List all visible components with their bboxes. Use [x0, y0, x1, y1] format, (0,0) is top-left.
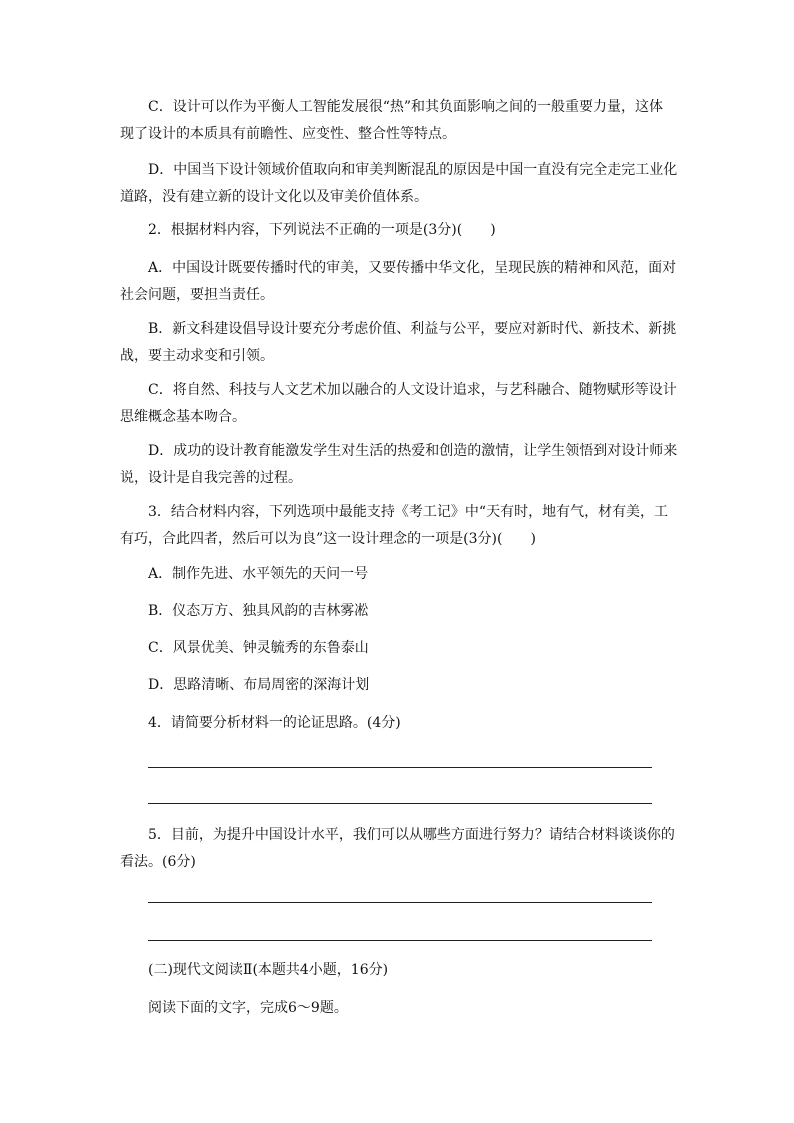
q1-option-c	[120, 94, 678, 148]
text-line: 有巧，合此四者，然后可以为良”这一设计理念的一项是(3分)( )	[120, 531, 536, 547]
text-line: 5．目前，为提升中国设计水平，我们可以从哪些方面进行努力？请结合材料谈谈你的	[148, 827, 675, 843]
q2-stem: 2．根据材料内容，下列说法不正确的一项是(3分)( )	[148, 222, 496, 238]
text-line: D．中国当下设计领域价值取向和审美判断混乱的原因是中国一直没有完全走完工业化	[148, 162, 678, 178]
text-line: 3．结合材料内容，下列选项中最能支持《考工记》中“天有时，地有气，材有美，工	[148, 504, 669, 520]
q3-option-d: D．思路清晰、布局周密的深海计划	[148, 677, 370, 693]
text-line: C．将自然、科技与人文艺术加以融合的人文设计追求，与艺科融合、随物赋形等设计	[148, 382, 677, 398]
text-line: D．成功的设计教育能激发学生对生活的热爱和创造的激情，让学生领悟到对设计师来	[148, 443, 678, 459]
text-line: 社会问题，要担当责任。	[120, 287, 274, 303]
text-line: 说，设计是自我完善的过程。	[120, 470, 302, 486]
q2-option-a	[120, 255, 678, 309]
q5-answer-line-2[interactable]	[148, 940, 652, 941]
section-instruction: 阅读下面的文字，完成6～9题。	[148, 1000, 348, 1016]
q2-option-d	[120, 438, 678, 492]
q4-answer-line-2[interactable]	[148, 803, 652, 804]
q4-answer-line-1[interactable]	[148, 767, 652, 768]
q5-answer-line-1[interactable]	[148, 902, 652, 903]
q3-stem	[120, 499, 678, 553]
q1-option-d	[120, 157, 678, 211]
text-line: B．新文科建设倡导设计要充分考虑价值、利益与公平，要应对新时代、新技术、新挑	[148, 321, 677, 337]
q3-option-b: B．仪态万方、独具风韵的吉林雾凇	[148, 603, 369, 619]
q5-stem	[120, 822, 678, 876]
text-line: 看法。(6分)	[120, 854, 196, 870]
text-line: 道路，没有建立新的设计文化以及审美价值体系。	[120, 189, 428, 205]
q2-option-c	[120, 377, 678, 431]
text-line: 思维概念基本吻合。	[120, 409, 246, 425]
q3-option-c: C．风景优美、钟灵毓秀的东鲁泰山	[148, 640, 369, 656]
text-line: 现了设计的本质具有前瞻性、应变性、整合性等特点。	[120, 126, 456, 142]
text-line: 战，要主动求变和引领。	[120, 348, 274, 364]
q4-stem: 4．请简要分析材料一的论证思路。(4分)	[148, 715, 401, 731]
text-line: A．中国设计既要传播时代的审美，又要传播中华文化，呈现民族的精神和风范，面对	[148, 260, 677, 276]
q3-option-a: A．制作先进、水平领先的天问一号	[148, 566, 369, 582]
section-heading: (二)现代文阅读Ⅱ(本题共4小题，16分)	[148, 962, 389, 978]
q2-option-b	[120, 316, 678, 370]
text-line: C．设计可以作为平衡人工智能发展很“热”和其负面影响之间的一般重要力量，这体	[148, 99, 664, 115]
